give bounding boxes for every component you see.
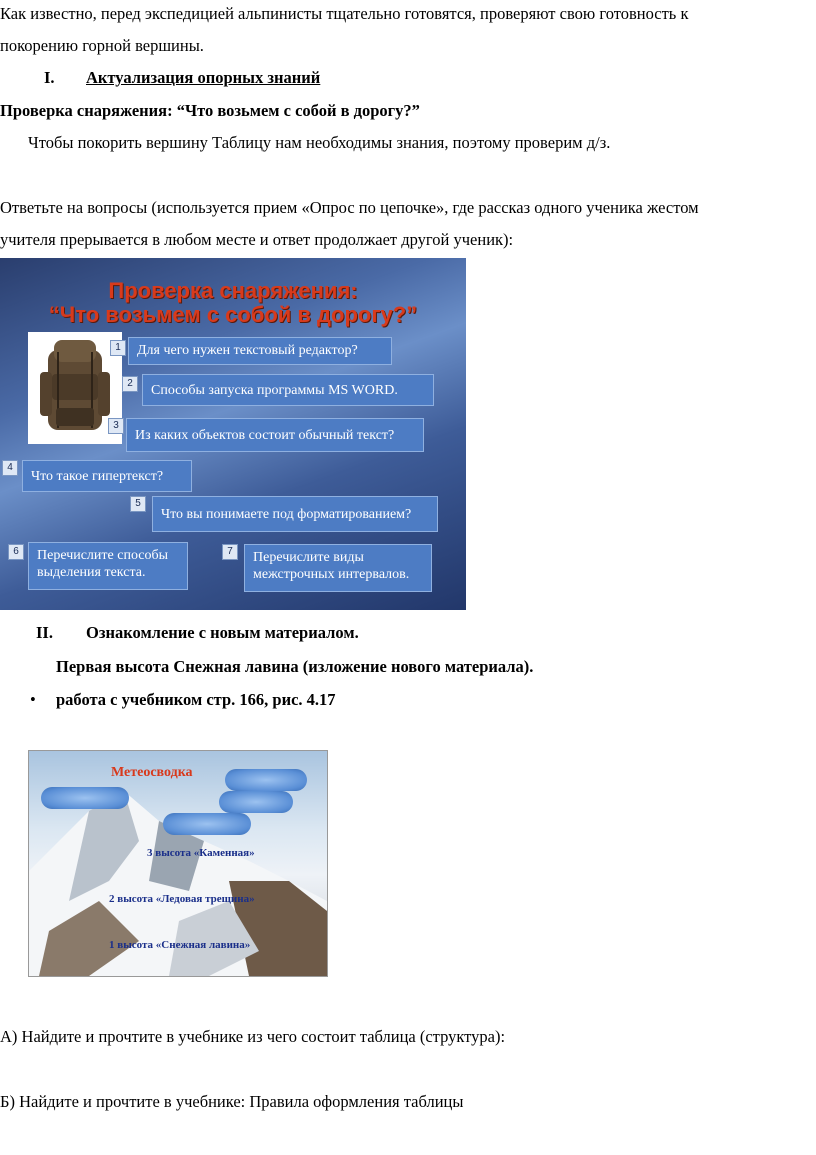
level-2-label: 2 высота «Ледовая трещина» [109,893,255,905]
intro-line-1: Как известно, перед экспедицией альпинисты тщательно готовятся, проверяют свою готовность к [0,4,689,23]
check-text: Чтобы покорить вершину Таблицу нам необходимы знания, поэтому проверим д/з. [28,133,611,152]
question-7 [244,544,432,592]
question-6-number: 6 [8,544,24,560]
section-1-number: I. [44,68,55,87]
question-6 [28,542,188,590]
question-1-number: 1 [110,340,126,356]
question-7-line-2: межстрочных интервалов. [253,567,410,582]
task-a: А) Найдите и прочтите в учебнике из чего состоит таблица (структура): [0,1027,506,1046]
question-5: Что вы понимаете под форматированием? [152,496,438,532]
cloud-icon [219,791,293,813]
question-6-line-1: Перечислите способы [37,548,169,563]
question-4: Что такое гипертекст? [22,460,192,492]
question-7-number: 7 [222,544,238,560]
cloud-icon [225,769,307,791]
question-1: Для чего нужен текстовый редактор? [128,337,392,365]
slide-title-line-1: Проверка снаряжения: [108,278,358,303]
question-3: Из каких объектов состоит обычный текст? [126,418,424,452]
section-2-number: II. [36,623,53,642]
answer-line-2: учителя прерывается в любом месте и ответ продолжает другой ученик): [0,230,514,249]
question-4-number: 4 [2,460,18,476]
section-1-title: Актуализация опорных знаний [86,68,321,87]
answer-line-1: Ответьте на вопросы (используется прием «Опрос по цепочке», где рассказ одного ученика жестом [0,198,699,217]
question-6-line-2: выделения текста. [37,565,146,580]
intro-line-2: покорению горной вершины. [0,36,204,55]
section-2-title: Ознакомление с новым материалом. [86,623,359,642]
question-3-number: 3 [108,418,124,434]
level-3-label: 3 высота «Каменная» [147,847,255,859]
question-2-number: 2 [122,376,138,392]
cloud-icon [163,813,251,835]
bullet-icon: • [30,690,36,709]
weather-report-slide [28,750,328,977]
slide-title-line-2: “Что возьмем с собой в дорогу?” [48,302,418,327]
cloud-icon [41,787,129,809]
level-1-label: 1 высота «Снежная лавина» [109,939,251,951]
question-7-line-1: Перечислите виды [253,550,364,565]
task-b: Б) Найдите и прочтите в учебнике: Правила оформления таблицы [0,1092,464,1111]
question-2: Способы запуска программы MS WORD. [142,374,434,406]
first-height-heading: Первая высота Снежная лавина (изложение нового материала). [56,657,534,676]
bullet-item: работа с учебником стр. 166, рис. 4.17 [56,690,336,709]
question-5-number: 5 [130,496,146,512]
weather-report-title: Метеосводка [111,765,193,780]
check-heading: Проверка снаряжения: “Что возьмем с собой в дорогу?” [0,101,420,120]
